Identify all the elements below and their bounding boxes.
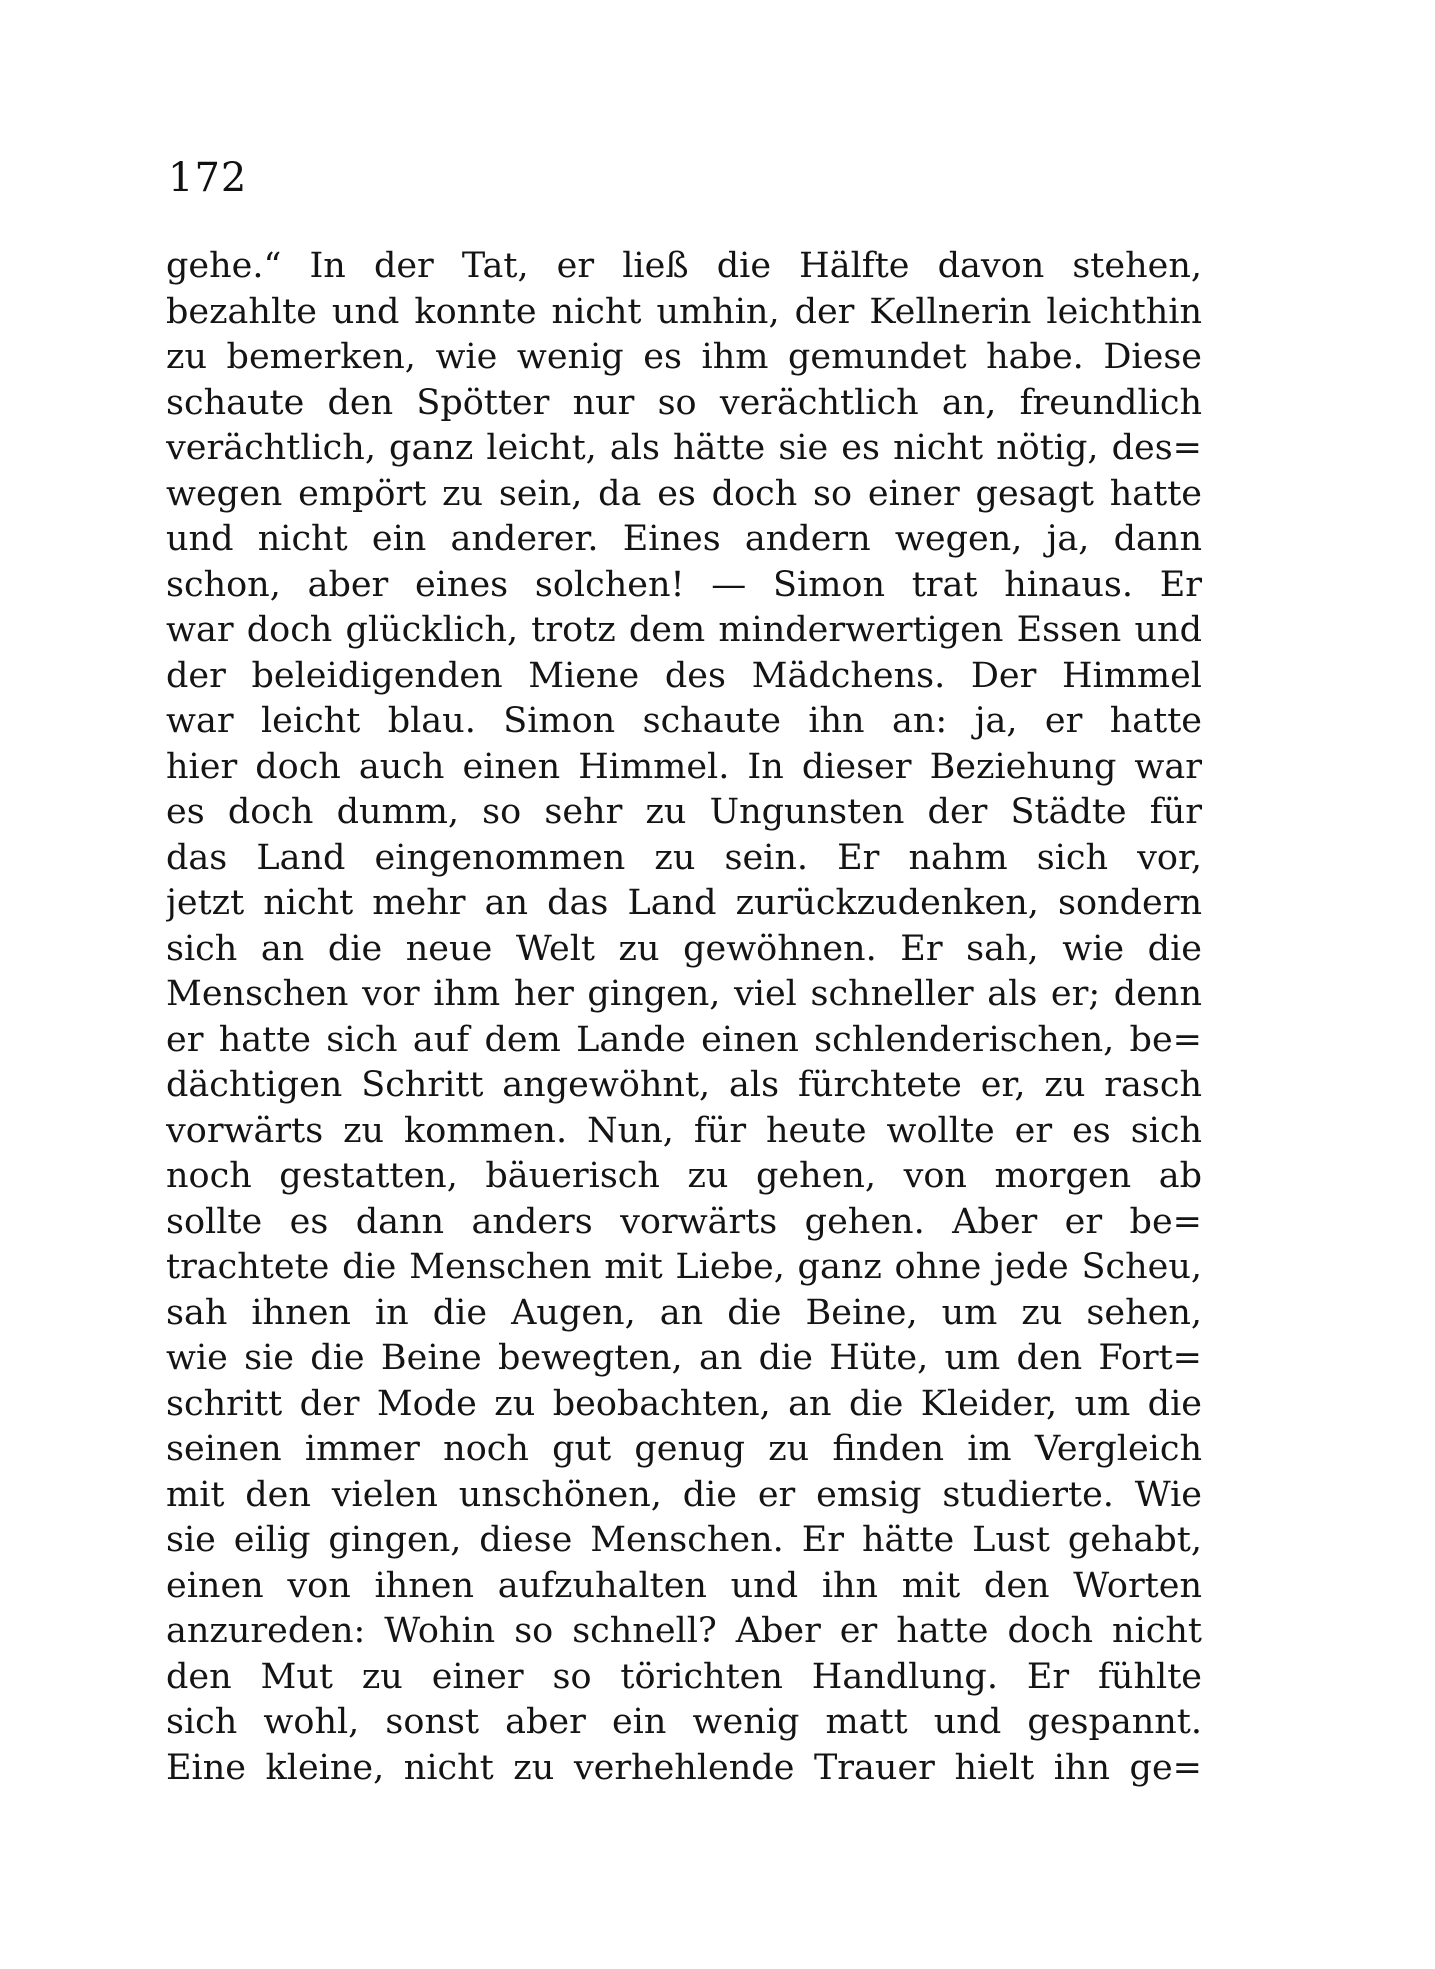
text-line: war leicht blau. Simon schaute ihn an: ja, er hatte: [166, 701, 1202, 741]
text-line: hier doch auch einen Himmel. In dieser Beziehung war: [166, 746, 1202, 787]
text-line: das Land eingenommen zu sein. Er nahm sich vor,: [166, 837, 1202, 878]
text-line: seinen immer noch gut genug zu finden im Vergleich: [166, 1429, 1202, 1469]
text-line: schritt der Mode zu beobachten, an die Kleider, um die: [166, 1383, 1202, 1424]
text-line: gehe.“ In der Tat, er ließ die Hälfte davon stehen,: [166, 246, 1202, 286]
text-line: sollte es dann anders vorwärts gehen. Aber er be=: [166, 1201, 1202, 1242]
text-line: und nicht ein anderer. Eines andern wegen, ja, dann: [166, 519, 1202, 559]
body-text: [166, 244, 1202, 1791]
text-line: wie sie die Beine bewegten, an die Hüte, um den Fort=: [166, 1338, 1202, 1378]
text-line: zu bemerken, wie wenig es ihm gemundet habe. Diese: [166, 337, 1202, 377]
text-line: bezahlte und konnte nicht umhin, der Kellnerin leichthin: [166, 291, 1202, 332]
text-line: sah ihnen in die Augen, an die Beine, um zu sehen,: [166, 1292, 1202, 1333]
text-line: sich wohl, sonst aber ein wenig matt und gespannt.: [166, 1702, 1202, 1742]
text-line: verächtlich, ganz leicht, als hätte sie es nicht nötig, des=: [166, 428, 1202, 468]
text-line: Eine kleine, nicht zu verhehlende Trauer hielt ihn ge=: [166, 1747, 1202, 1788]
text-line: trachtete die Menschen mit Liebe, ganz ohne jede Scheu,: [166, 1247, 1202, 1287]
text-line: dächtigen Schritt angewöhnt, als fürchtete er, zu rasch: [166, 1065, 1202, 1105]
page-number: 172: [168, 155, 248, 201]
text-line: der beleidigenden Miene des Mädchens. Der Himmel: [166, 655, 1202, 696]
text-line: schon, aber eines solchen! — Simon trat hinaus. Er: [166, 564, 1202, 605]
text-line: vorwärts zu kommen. Nun, für heute wollte er es sich: [166, 1110, 1202, 1151]
text-line: schaute den Spötter nur so verächtlich an, freundlich: [166, 382, 1202, 423]
text-line: mit den vielen unschönen, die er emsig studierte. Wie: [166, 1474, 1202, 1515]
text-line: einen von ihnen aufzuhalten und ihn mit den Worten: [166, 1565, 1202, 1606]
text-line: wegen empört zu sein, da es doch so einer gesagt hatte: [166, 473, 1202, 514]
text-line: Menschen vor ihm her gingen, viel schneller als er; denn: [166, 974, 1202, 1014]
text-line: sie eilig gingen, diese Menschen. Er hätte Lust gehabt,: [166, 1520, 1202, 1560]
text-line: es doch dumm, so sehr zu Ungunsten der Städte für: [166, 792, 1202, 832]
text-line: er hatte sich auf dem Lande einen schlenderischen, be=: [166, 1019, 1202, 1060]
text-line: war doch glücklich, trotz dem minderwertigen Essen und: [166, 610, 1202, 650]
text-line: anzureden: Wohin so schnell? Aber er hatte doch nicht: [166, 1611, 1202, 1651]
text-line: jetzt nicht mehr an das Land zurückzudenken, sondern: [166, 883, 1202, 923]
text-line: noch gestatten, bäuerisch zu gehen, von morgen ab: [166, 1156, 1202, 1196]
text-line: den Mut zu einer so törichten Handlung. Er fühlte: [166, 1656, 1202, 1697]
text-line: sich an die neue Welt zu gewöhnen. Er sah, wie die: [166, 928, 1202, 969]
